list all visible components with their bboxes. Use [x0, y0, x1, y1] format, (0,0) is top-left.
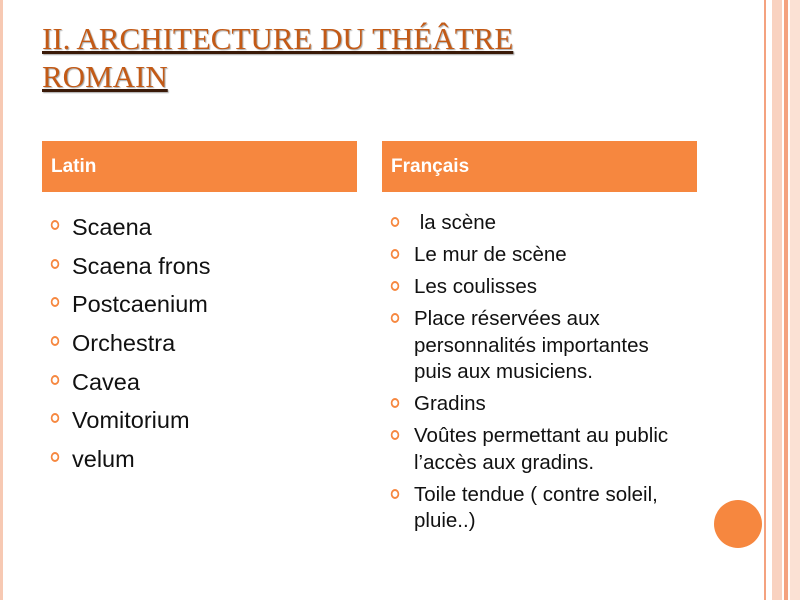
slide-title: II. ARCHITECTURE DU THÉÂTRE ROMAIN: [42, 21, 514, 94]
circle-bullet-icon: [51, 259, 60, 269]
circle-bullet-icon: [391, 217, 400, 227]
list-item-text: Le mur de scène: [414, 243, 567, 266]
list-item-text: la scène: [414, 211, 497, 234]
list-item: [42, 405, 342, 435]
list-item-text: Les coulisses: [414, 275, 538, 298]
list-item: [384, 306, 674, 386]
list-item-text: Cavea: [72, 368, 140, 395]
circle-bullet-icon: [51, 375, 60, 385]
circle-bullet-icon: [391, 489, 400, 499]
list-item-text: Gradins: [414, 392, 486, 415]
list-item-text: velum: [72, 446, 135, 473]
list-item-text: Vomitorium: [72, 407, 190, 434]
list-item-text: Orchestra: [72, 330, 176, 357]
french-translation-list: [384, 210, 674, 540]
list-item: [384, 423, 674, 476]
list-item: [384, 391, 674, 418]
list-item-text: Postcaenium: [72, 291, 208, 318]
circle-bullet-icon: [51, 220, 60, 230]
circle-bullet-icon: [51, 297, 60, 307]
list-item: [384, 210, 674, 237]
circle-bullet-icon: [391, 313, 400, 323]
list-item-text: Scaena frons: [72, 252, 211, 279]
list-item: [42, 212, 342, 242]
list-item-text: Voûtes permettant au public l’accès aux gradins.: [414, 424, 669, 474]
circle-bullet-icon: [391, 430, 400, 440]
circle-bullet-icon: [51, 452, 60, 462]
circle-bullet-icon: [51, 336, 60, 346]
decorative-orange-circle: [714, 500, 762, 548]
circle-bullet-icon: [391, 398, 400, 408]
list-item: [42, 328, 342, 358]
list-item: [384, 482, 674, 535]
list-item: [42, 251, 342, 281]
list-item-text: Place réservées aux personnalités importantes puis aux musiciens.: [414, 307, 649, 383]
list-item: [384, 274, 674, 301]
column-header-latin: Latin: [42, 141, 357, 192]
list-item: [384, 242, 674, 269]
circle-bullet-icon: [391, 249, 400, 259]
list-item: [42, 367, 342, 397]
list-item: [42, 289, 342, 319]
list-item-text: Toile tendue ( contre soleil, pluie..): [414, 482, 658, 532]
left-border-stripe: [0, 0, 3, 600]
list-item-text: Scaena: [72, 214, 152, 240]
right-decorative-stripes: [760, 0, 800, 600]
circle-bullet-icon: [51, 413, 60, 423]
latin-term-list: [42, 212, 342, 483]
list-item: [42, 444, 342, 474]
circle-bullet-icon: [391, 281, 400, 291]
column-header-francais: Français: [382, 141, 697, 192]
